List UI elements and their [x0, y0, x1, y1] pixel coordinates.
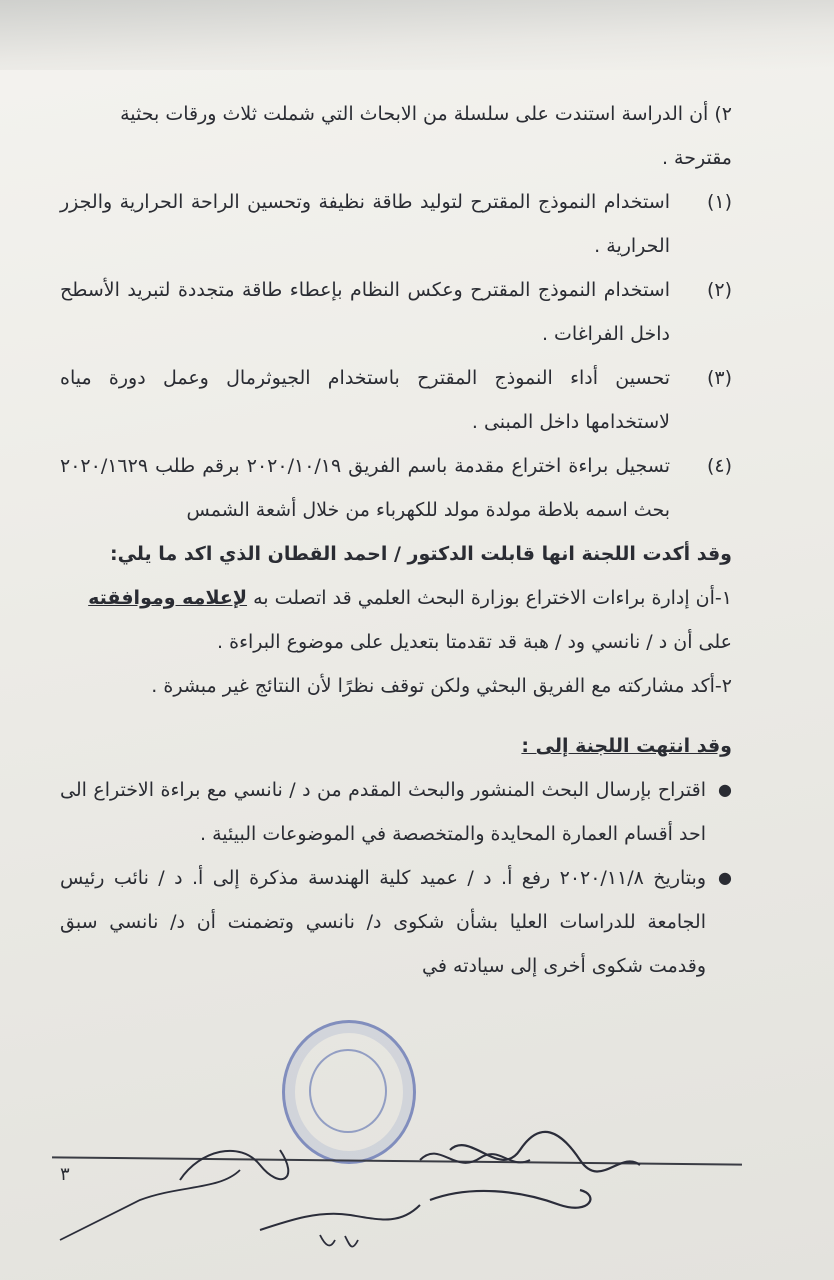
bullet-text: اقتراح بإرسال البحث المنشور والبحث المقدم من د / نانسي مع براءة الاختراع الى احد أقسام العمارة المحايدة والمتخصصة في الموضوعات البيئية .: [60, 779, 706, 845]
point-2: ٢-أكد مشاركته مع الفريق البحثي ولكن توقف نظرًا لأن النتائج غير مبشرة .: [151, 675, 732, 697]
item-text: استخدام النموذج المقترح وعكس النظام بإعطاء طاقة متجددة لتبريد الأسطح داخل الفراغات .: [60, 279, 670, 345]
bullet-dot-icon: ●: [718, 780, 732, 799]
point-1-underlined: لإعلامه وموافقته: [88, 587, 248, 609]
item-number: (١): [706, 191, 732, 213]
bullet-text: وبتاريخ ٢٠٢٠/١١/٨ رفع أ. د / عميد كلية الهندسة مذكرة إلى أ. د / نائب رئيس الجامعة للدراسات العليا بشأن شكوى د/ نانسي وتضمنت أن د/ نانسي سبق وقدمت شكوى أخرى إلى سيادته في: [60, 867, 706, 977]
item-number: (٤): [706, 455, 732, 477]
item-number: (٢): [706, 279, 732, 301]
item-text: تحسين أداء النموذج المقترح باستخدام الجيوثرمال وعمل دورة مياه لاستخدامها داخل المبنى .: [60, 367, 670, 433]
committee-heading: وقد أكدت اللجنة انها قابلت الدكتور / احمد القطان الذي اكد ما يلي:: [109, 543, 732, 565]
item-text: تسجيل براءة اختراع مقدمة باسم الفريق ٢٠٢٠/١٠/١٩ برقم طلب ٢٠٢٠/١٦٢٩ بحث اسمه بلاطة مولدة مولد للكهرباء من خلال أشعة الشمس: [60, 455, 670, 521]
page-number: ٣: [60, 1164, 70, 1185]
signature-scribble: [60, 1170, 240, 1240]
signature-scribble: [420, 1154, 530, 1163]
signature-scribble: [450, 1132, 640, 1172]
intro-paragraph: ٢) أن الدراسة استندت على سلسلة من الابحاث التي شملت ثلاث ورقات بحثية مقترحة .: [120, 103, 732, 169]
item-number: (٣): [706, 367, 732, 389]
signature-scribble: [430, 1190, 590, 1208]
signature-scribble: [260, 1205, 420, 1230]
item-text: استخدام النموذج المقترح لتوليد طاقة نظيفة وتحسين الراحة الحرارية والجزر الحرارية .: [60, 191, 670, 257]
conclusion-heading: وقد انتهت اللجنة إلى :: [521, 735, 732, 757]
point-1-end: على أن د / نانسي ود / هبة قد تقدمتا بتعديل على موضوع البراءة .: [217, 631, 732, 653]
point-1-start: ١-أن إدارة براءات الاختراع بوزارة البحث العلمي قد اتصلت به: [253, 587, 732, 609]
bullet-dot-icon: ●: [718, 868, 732, 887]
signature-scribble: [320, 1235, 358, 1247]
